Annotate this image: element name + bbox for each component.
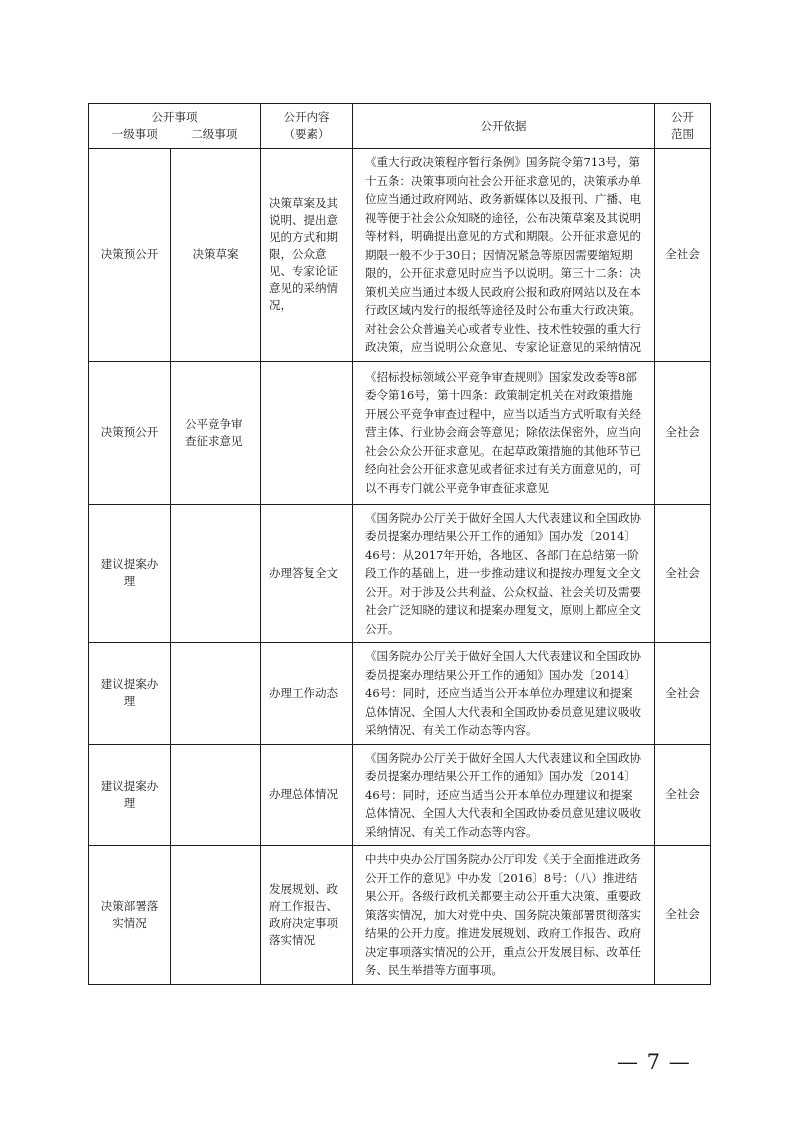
table-row [89,643,711,745]
table-row [89,361,711,504]
basis-cell [353,361,655,504]
basis-text: 《重大行政决策程序暂行条例》国务院令第713号，第十五条：决策事项向社会公开征求意见的，决策承办单位应当通过政府网站、政务新媒体以及报刊、广播、电视等便于社会公众知晓的途径，公布决策草案及其说明等材料，明确提出意见的方式和期限。公开征求意见的期限一般不少于30日；因情况紧急等原因需要缩短期限的，公开征求意见时应当予以说明。第三十二条：决策机关应当通过本级人民政府公报和政府网站以及在本行政区域内发行的报纸等途径及时公布重大行政决策。对社会公众普遍关心或者专业性、技术性较强的重大行政决策，应当说明公众意见、专家论证意见的采纳情况 [365,155,641,354]
basis-text: 《国务院办公厅关于做好全国人大代表建议和全国政协委员提案办理结果公开工作的通知》国办发〔2014〕46号：同时，还应当适当公开本单位办理建议和提案总体情况、全国人大代表和全国政协委员意见建议吸收采纳情况、有关工作动态等内容。 [365,649,641,737]
table-row [89,149,711,362]
level1-cell: 建议提案办理 [89,744,171,846]
level1-cell: 建议提案办理 [89,504,171,643]
basis-cell [353,744,655,846]
header-item-title: 公开事项 [151,110,198,124]
level2-cell: 公平竞争审查征求意见 [171,361,261,504]
basis-text: 《国务院办公厅关于做好全国人大代表建议和全国政协委员提案办理结果公开工作的通知》国办发〔2014〕46号：从2017年开始，各地区、各部门在总结第一阶段工作的基础上，进一步推动建议和提按办理复文全文公开。对于涉及公共利益、公众权益、社会关切及需要社会广泛知晓的建议和提案办理复文，原则上都应全文公开。 [365,510,641,636]
level1-cell: 决策部署落实情况 [89,846,171,985]
basis-text: 中共中央办公厅国务院办公厅印发《关于全面推进政务公开工作的意见》中办发〔2016〕8号：（八）推进结果公开。各级行政机关都要主动公开重大决策、重要政策落实情况，加大对党中央、国务院决策部署贯彻落实结果的公开力度。推进发展规划、政府工作报告、政府决定事项落实情况的公开，重点公开发展目标、改革任务、民生举措等方面事项。 [365,852,641,977]
header-level2: 二级事项 [191,127,238,141]
content-cell: 办理答复全文 [261,504,353,643]
content-cell: 发展规划、政府工作报告、政府决定事项落实情况 [261,846,353,985]
scope-cell: 全社会 [655,643,711,745]
content-cell: 办理工作动态 [261,643,353,745]
level2-cell: 决策草案 [171,149,261,362]
table-header-row [89,104,711,149]
basis-text: 《招标投标领域公平竞争审查规则》国家发改委等8部委令第16号，第十四条：政策制定机关在对政策措施开展公平竞争审查过程中，应当以适当方式听取有关经营主体、行业协会商会等意见；除依法保密外，应当向社会公众公开征求意见。在起草政策措施的其他环节已经向社会公开征求意见或者征求过有关方面意见的，可以不再专门就公平竞争审查征求意见 [365,369,641,495]
basis-cell [353,504,655,643]
content-cell [261,361,353,504]
table-row [89,744,711,846]
basis-cell [353,846,655,985]
basis-cell [353,643,655,745]
page-number: — 7 — [617,1050,691,1074]
header-scope-cell [655,104,711,149]
scope-cell: 全社会 [655,846,711,985]
content-cell: 办理总体情况 [261,744,353,846]
header-item-cell [89,104,261,149]
header-content-line2: （要素） [283,127,330,141]
level2-cell [171,744,261,846]
level1-cell: 决策预公开 [89,361,171,504]
header-content-line1: 公开内容 [283,110,330,124]
level2-cell [171,846,261,985]
basis-text: 《国务院办公厅关于做好全国人大代表建议和全国政协委员提案办理结果公开工作的通知》国办发〔2014〕46号：同时，还应当适当公开本单位办理建议和提案总体情况、全国人大代表和全国政协委员意见建议吸收采纳情况、有关工作动态等内容。 [365,750,641,839]
table-row [89,846,711,985]
scope-cell: 全社会 [655,504,711,643]
header-scope-line2: 范围 [671,127,694,141]
header-item-sublabels [89,126,260,143]
scope-cell: 全社会 [655,149,711,362]
level1-cell: 决策预公开 [89,149,171,362]
header-content-cell [261,104,353,149]
table-row [89,504,711,643]
scope-cell: 全社会 [655,361,711,504]
content-cell: 决策草案及其说明、提出意见的方式和期限，公众意见、专家论证意见的采纳情况， [261,149,353,362]
header-basis-cell: 公开依据 [353,104,655,149]
disclosure-table [88,103,711,985]
scope-cell: 全社会 [655,744,711,846]
level1-cell: 建议提案办理 [89,643,171,745]
level2-cell [171,504,261,643]
header-level1: 一级事项 [111,127,158,141]
header-scope-line1: 公开 [671,110,694,124]
basis-cell [353,149,655,362]
level2-cell [171,643,261,745]
